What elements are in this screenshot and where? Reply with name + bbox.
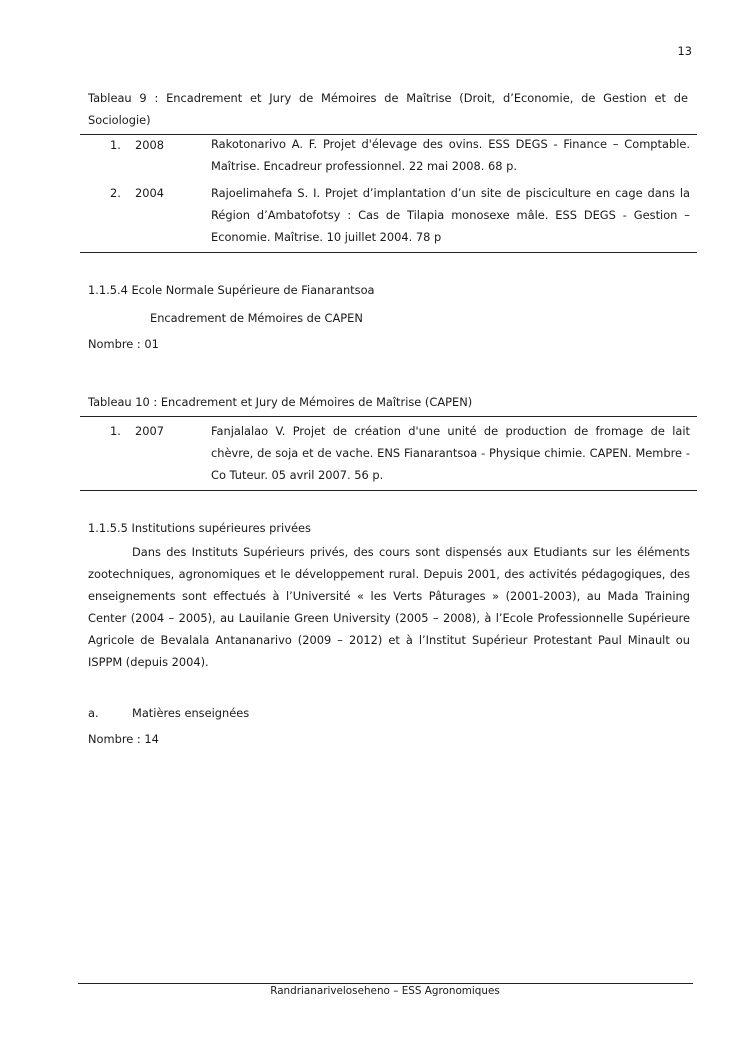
table10-row-text: Fanjalalao V. Projet de création d'une unité de production de fromage de lait chèvre, de soja et de vache. ENS Fianarantsoa - Physique chimie. CAPEN. Membre - Co Tuteur. 05 avril 2007. 56 p. (211, 424, 690, 482)
table9-row-number: 2. (110, 186, 121, 200)
table9-row-year: 2004 (135, 186, 164, 200)
subsection-title: Matières enseignées (132, 706, 250, 720)
table10-row-number: 1. (110, 424, 121, 438)
table9-caption: Tableau 9 : Encadrement et Jury de Mémoires de Maîtrise (Droit, d’Economie, de Gestion et de Sociologie) (88, 91, 688, 127)
paragraph-text: Dans des Instituts Supérieurs privés, des cours sont dispensés aux Etudiants sur les éléments zootechniques, agronomiques et le développement rural. Depuis 2001, des activités pédagogiques, des enseignements sont effectués à l’Université « les Verts Pâturages » (2001-2003), au Mada Training Center (2004 – 2005), au Lauilanie Green University (2005 – 2008), à l’Ecole Professionnelle Supérieure Agricole de Bevalala Antananarivo (2009 – 2012) et à l’Institut Supérieur Protestant Paul Minault ou ISPPM (depuis 2004). (88, 545, 690, 669)
table9-row-year: 2008 (135, 138, 164, 152)
section-1154-subheading: Encadrement de Mémoires de CAPEN (150, 311, 363, 325)
section-1154-heading: 1.1.5.4 Ecole Normale Supérieure de Fianarantsoa (88, 283, 375, 297)
table10-bottom-rule (80, 490, 697, 491)
section-1155-heading: 1.1.5.5 Institutions supérieures privées (88, 521, 311, 535)
table10-top-rule (80, 416, 697, 417)
table9-row-text: Rajoelimahefa S. I. Projet d’implantation d’un site de pisciculture en cage dans la Région d’Ambatofotsy : Cas de Tilapia monosexe mâle. ESS DEGS - Gestion – Economie. Maîtrise. 10 juillet 2004. 78 p (211, 186, 690, 244)
table9-row-number: 1. (110, 138, 121, 152)
table10-row-year: 2007 (135, 424, 164, 438)
section-1154-count: Nombre : 01 (88, 337, 159, 351)
subsection-count: Nombre : 14 (88, 732, 159, 746)
table9-bottom-rule (80, 252, 697, 253)
section-1155-paragraph (88, 541, 690, 673)
footer-rule (78, 983, 693, 984)
table9-row-text: Rakotonarivo A. F. Projet d'élevage des ovins. ESS DEGS - Finance – Comptable. Maîtrise. Encadreur professionnel. 22 mai 2008. 68 p. (211, 137, 690, 173)
footer-text: Randrianariveloseheno – ESS Agronomiques (270, 985, 500, 997)
table10-caption: Tableau 10 : Encadrement et Jury de Mémoires de Maîtrise (CAPEN) (88, 395, 473, 409)
page-number: 13 (677, 44, 692, 58)
subsection-letter: a. (88, 706, 99, 720)
